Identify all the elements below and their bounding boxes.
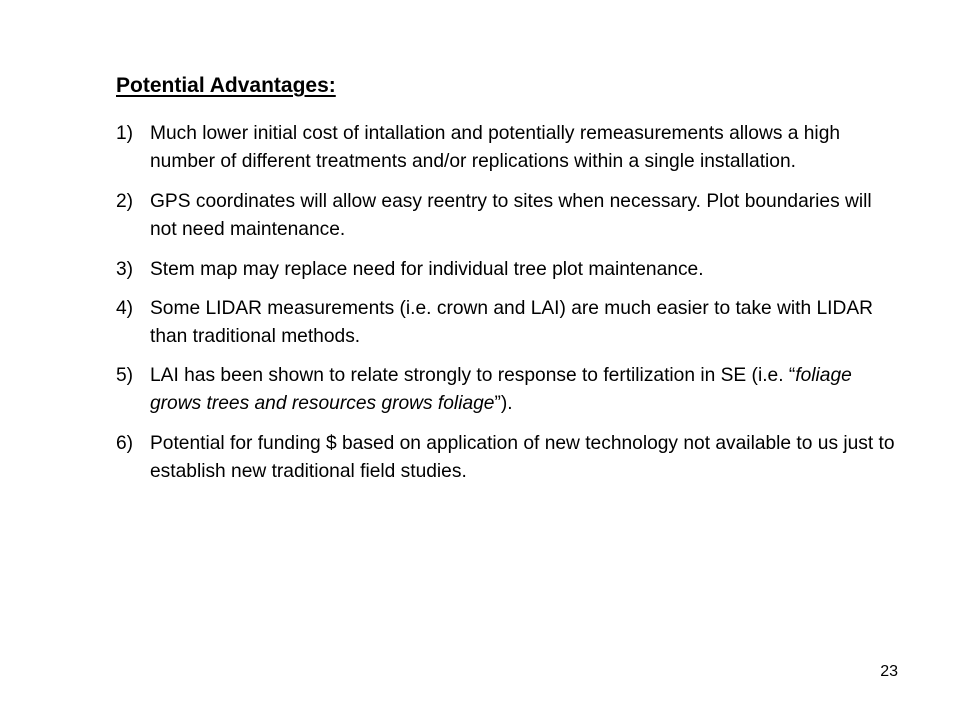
page-number: 23 — [880, 663, 898, 680]
item-text-after: ”). — [494, 393, 513, 414]
item-text: Stem map may replace need for individual tree plot maintenance. — [150, 259, 704, 280]
item-number: 6) — [116, 433, 134, 454]
item-text: GPS coordinates will allow easy reentry to sites when necessary. Plot boundaries will not need maintenance. — [150, 191, 872, 240]
list-item-4 — [116, 295, 896, 351]
item-text: Some LIDAR measurements (i.e. crown and LAI) are much easier to take with LIDAR than traditional methods. — [150, 298, 874, 347]
item-text-italic-quote: foliage grows trees and resources grows foliage — [150, 365, 852, 414]
list-item-5 — [116, 362, 896, 418]
advantages-list — [116, 120, 896, 486]
item-number: 3) — [116, 259, 134, 280]
item-text: Potential for funding $ based on application of new technology not available to us just to establish new traditional field studies. — [150, 433, 895, 482]
list-item-1 — [116, 120, 896, 176]
item-number: 2) — [116, 191, 134, 212]
item-number: 4) — [116, 298, 134, 319]
list-item-3 — [116, 256, 896, 284]
slide-heading: Potential Advantages: — [116, 74, 336, 97]
list-item-2 — [116, 188, 896, 244]
item-text-before: LAI has been shown to relate strongly to response to fertilization in SE (i.e. “ — [150, 365, 796, 386]
item-number: 5) — [116, 365, 134, 386]
list-item-6 — [116, 430, 896, 486]
item-number: 1) — [116, 123, 134, 144]
item-text: Much lower initial cost of intallation and potentially remeasurements allows a high number of different treatments and/or replications within a single installation. — [150, 123, 841, 172]
item-text — [150, 362, 896, 418]
